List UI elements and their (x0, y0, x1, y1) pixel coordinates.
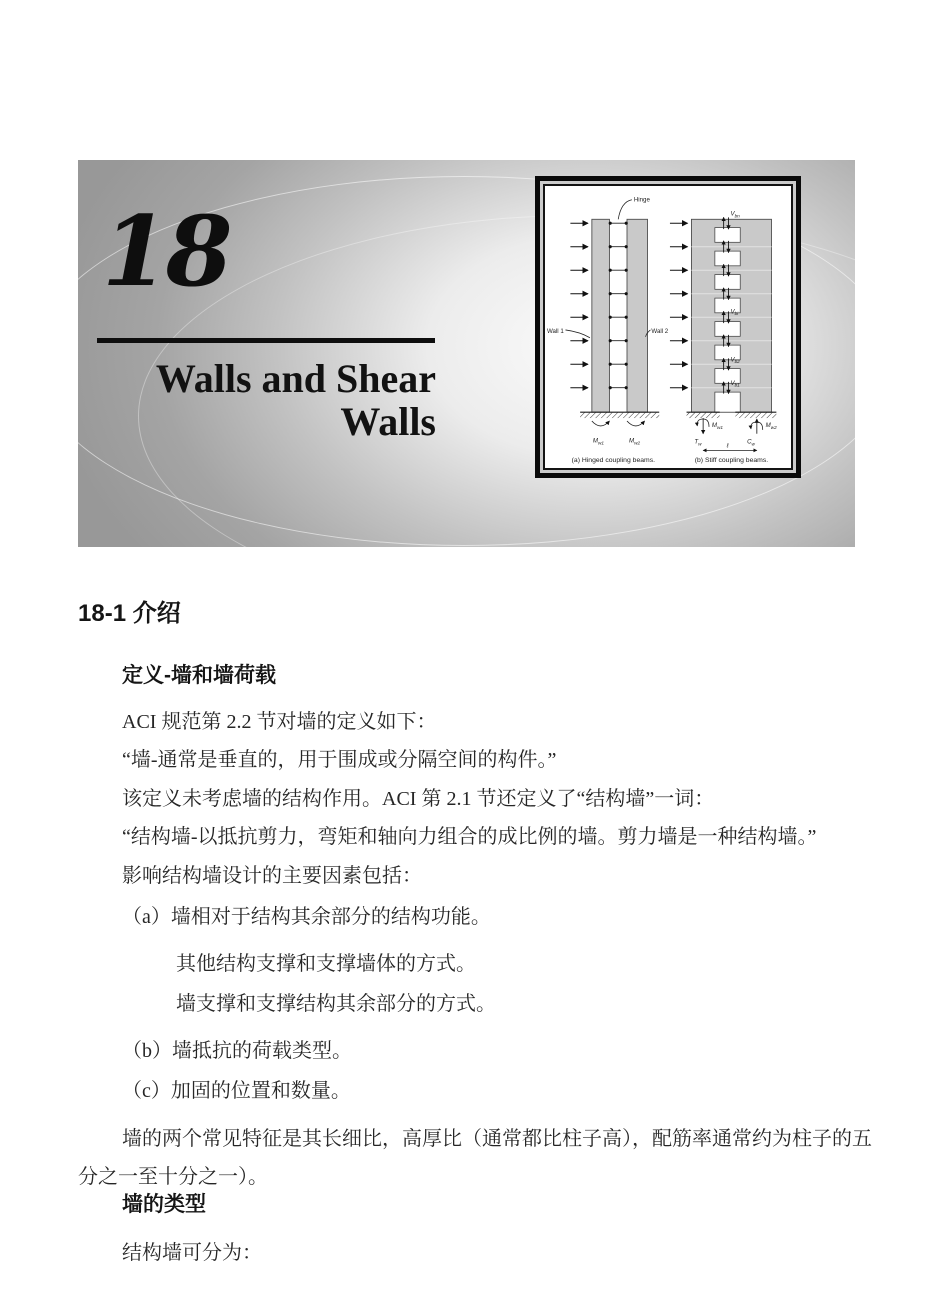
hinge-label: Hinge (633, 196, 650, 204)
wall1-leader-line (566, 330, 590, 338)
list-item-c: （c）加固的位置和数量。 (122, 1080, 351, 1102)
moment-label-mw1-b: $M_{w1}$ (711, 421, 724, 430)
shear-label-vbn: $V_{bn}$ (730, 210, 740, 219)
list-item-a-sub1: 其他结构支撑和支撑墙体的方式。 (176, 953, 476, 975)
wall-types-subheading: 墙的类型 (122, 1193, 206, 1216)
wall1-label: Wall 1 (546, 327, 564, 335)
moment-label-mw1-a: $M_{w1}$ (592, 437, 604, 446)
list-item-b: （b）墙抵抗的荷载类型。 (122, 1040, 352, 1062)
wall-1 (592, 219, 610, 412)
lateral-load-arrows-a (570, 223, 588, 387)
coupled-walls-figure (543, 184, 793, 470)
hinged-links (609, 223, 627, 387)
paragraph-structural-wall-quote: “结构墙-以抵抗剪力，弯矩和轴向力组合的成比例的墙。剪力墙是一种结构墙。” (122, 826, 817, 848)
lateral-load-arrows-b (670, 223, 688, 387)
chapter-title: Walls and Shear Walls (155, 356, 436, 444)
list-item-a-sub2: 墙支撑和支撑结构其余部分的方式。 (176, 993, 496, 1015)
moment-arrow-mw2-a (627, 421, 645, 426)
shear-label-vbi: $V_{bi}$ (730, 308, 739, 317)
coupled-walls-figure-frame (535, 176, 801, 478)
definitions-subheading: 定义-墙和墙荷载 (122, 664, 276, 687)
chapter-banner (78, 160, 855, 547)
panel-b-stiff-coupling (670, 210, 777, 464)
paragraph-wall-quote: “墙-通常是垂直的，用于围成或分隔空间的构件。” (122, 749, 557, 771)
paragraph-structural-note: 该定义未考虑墙的结构作用。ACI 第 2.1 节还定义了“结构墙”一词： (122, 788, 715, 810)
lever-arm-label: ℓ (726, 442, 729, 450)
hinge-leader-line (618, 200, 632, 220)
paragraph-factors-intro: 影响结构墙设计的主要因素包括： (122, 865, 422, 887)
ground-hatch-a (580, 412, 659, 418)
coupled-shear-walls-diagram (545, 186, 791, 468)
wall-2 (627, 219, 648, 412)
chapter-rule (97, 338, 435, 343)
panel-a-hinged-coupling (547, 197, 669, 464)
paragraph-types-intro: 结构墙可分为： (122, 1242, 262, 1264)
moment-label-mw2-a: $M_{w2}$ (628, 437, 641, 446)
tension-label: $T_w$ (694, 438, 702, 447)
shear-label-vb1: $V_{b1}$ (730, 379, 740, 388)
ground-hatch-b-right (735, 412, 776, 418)
compression-label: $C_w$ (747, 438, 755, 447)
panel-a-caption: (a) Hinged coupling beams. (571, 457, 656, 465)
chapter-number: 18 (102, 195, 230, 308)
moment-arrow-mw1-a (592, 421, 610, 426)
paragraph-aci-definition: ACI 规范第 2.2 节对墙的定义如下： (122, 711, 437, 733)
panel-b-caption: (b) Stiff coupling beams. (694, 457, 769, 465)
section-heading: 18-1 介绍 (78, 600, 181, 627)
shear-label-vb2: $V_{b2}$ (730, 356, 740, 365)
moment-label-mw2-b: $M_{w2}$ (765, 421, 777, 430)
content-section (78, 593, 888, 1310)
list-item-a: （a）墙相对于结构其余部分的结构功能。 (122, 906, 491, 928)
paragraph-wall-characteristics: 墙的两个常见特征是其长细比，高厚比（通常都比柱子高），配筋率通常约为柱子的五分之一至十分之一）。 (78, 1128, 872, 1188)
ground-hatch-b-left (687, 412, 720, 418)
wall2-label: Wall 2 (651, 327, 669, 335)
